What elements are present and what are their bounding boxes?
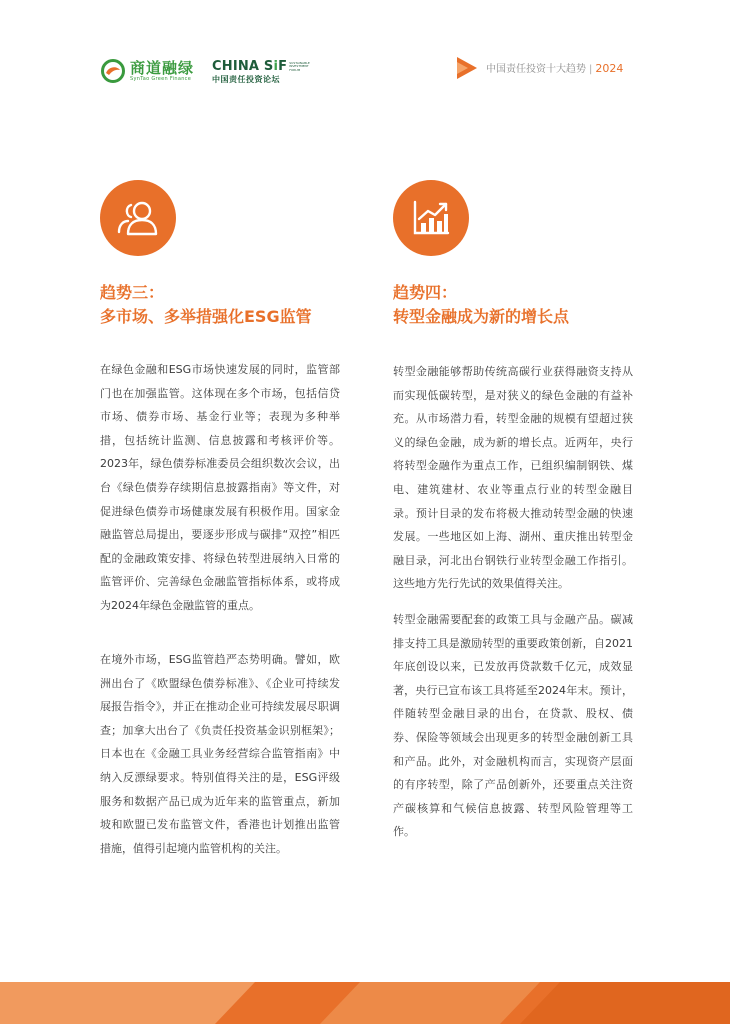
syntao-logo-en: SynTao Green Finance: [130, 75, 192, 82]
page-header: [0, 0, 730, 100]
trend-four-badge: [393, 180, 469, 256]
trend-three-paragraph-1: 在绿色金融和ESG市场快速发展的同时，监管部门也在加强监管。这体现在多个市场，包括信贷市场、债券市场、基金行业等；表现为多种举措，包括统计监测、信息披露和考核评价等。2023年，绿色债券标准委员会组织数次会议，出台《绿色债券存续期信息披露指南》等文件，对促进绿色债券市场健康发展有积极作用。国家金融监管总局提出，要逐步形成与碳排“双控”相匹配的金融政策安排、将绿色转型进展纳入日常的监管评价、完善绿色金融监管指标体系，或将成为2024年绿色金融监管的重点。: [100, 363, 340, 612]
trend-four-title: 转型金融成为新的增长点: [393, 307, 570, 326]
report-title: 中国责任投资十大趋势 | 2024: [486, 62, 624, 75]
trend-three-badge: [100, 180, 176, 256]
people-icon: [115, 198, 161, 238]
syntao-logo-cn: 商道融绿: [130, 58, 195, 77]
trend-three-label: 趋势三：: [100, 283, 165, 302]
trend-four-paragraph-2: 转型金融需要配套的政策工具与金融产品。碳减排支持工具是激励转型的重要政策创新，自2021年底创设以来，已发放再贷款数千亿元，成效显著，央行已宣布该工具将延至2024年末。预计，伴随转型金融目录的出台，在贷款、股权、债券、保险等领域会出现更多的转型金融创新工具和产品。此外，对金融机构而言，实现资产层面的有序转型，除了产品创新外，还要重点关注资产碳核算和气候信息披露、转型风险管理等工作。: [393, 613, 633, 839]
trend-three-paragraph-2: 在境外市场，ESG监管趋严态势明确。譬如，欧洲出台了《欧盟绿色债券标准》、《企业可持续发展报告指令》，并正在推动企业可持续发展尽职调查；加拿大出台了《负责任投资基金识别框架》；日本也在《金融工具业务经营综合监管指南》中纳入反漂绿要求。特别值得关注的是，ESG评级服务和数据产品已成为近年来的监管重点，新加坡和欧盟已发布监管文件，香港也计划推出监管措施，值得引起境内监管机构的关注。: [100, 653, 340, 855]
trend-four-label: 趋势四：: [393, 283, 458, 302]
china-sif-logo-side: SUSTAINABLE INVESTMENT FORUM: [289, 60, 310, 72]
china-sif-logo-cn: 中国责任投资论坛: [212, 75, 280, 84]
footer-decoration: [0, 982, 730, 1024]
report-year: 2024: [595, 62, 624, 75]
syntao-logo: [100, 58, 194, 84]
header-triangle-icon: [457, 57, 477, 79]
china-sif-logo: [212, 60, 315, 85]
syntao-logo-icon: [100, 58, 126, 84]
china-sif-logo-main: CHINA SiF: [212, 59, 288, 74]
trend-four-paragraph-1: 转型金融能够帮助传统高碳行业获得融资支持从而实现低碳转型，是对狭义的绿色金融的有益补充。从市场潜力看，转型金融的规模有望超过狭义的绿色金融，成为新的增长点。近两年，央行将转型金融作为重点工作，已组织编制钢铁、煤电、建筑建材、农业等重点行业的转型金融目录。预计目录的发布将极大推动转型金融的快速发展。一些地区如上海、湖州、重庆推出转型金融目录，河北出台钢铁行业转型金融工作指引。这些地方先行先试的效果值得关注。: [393, 365, 633, 591]
growth-chart-icon: [411, 199, 451, 237]
trend-three-title: 多市场、多举措强化ESG监管: [100, 307, 312, 326]
